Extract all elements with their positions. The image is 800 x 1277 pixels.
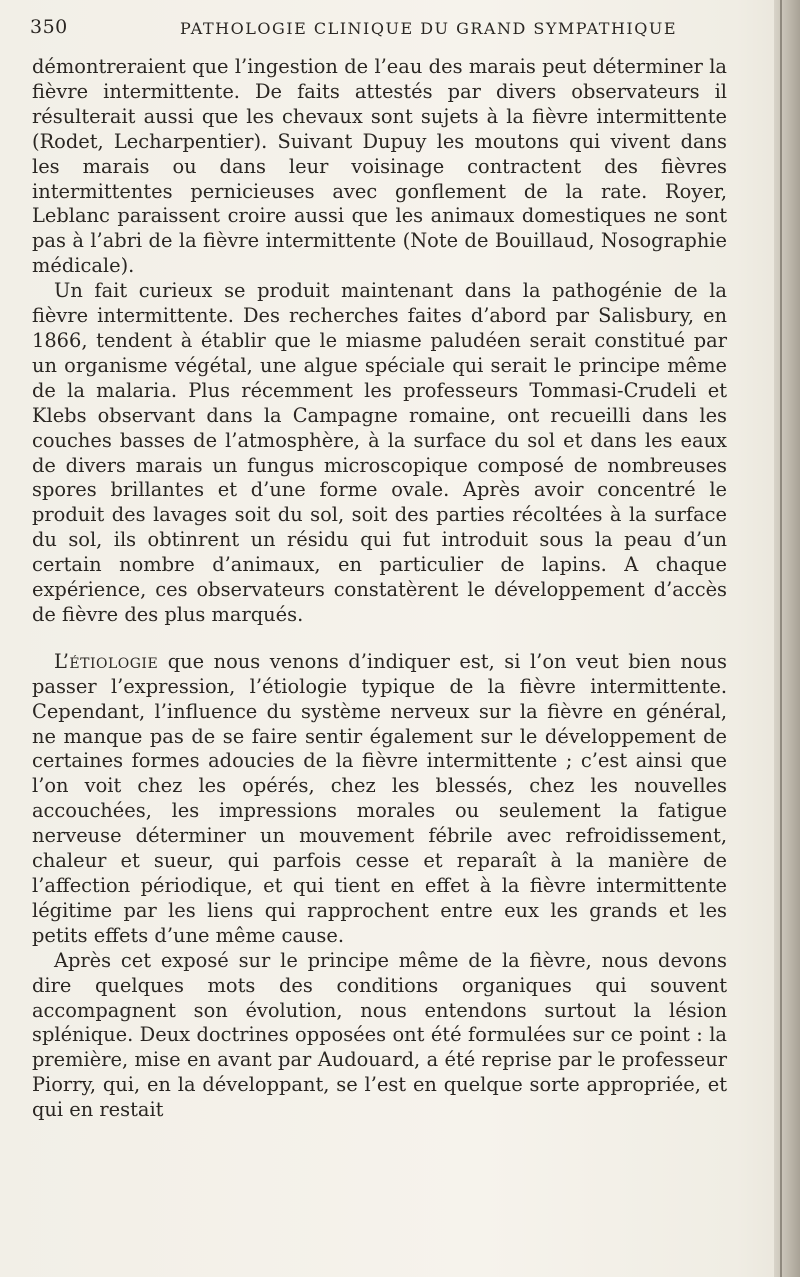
paragraph-1: démontreraient que l’ingestion de l’eau des marais peut déterminer la fièvre intermittente. De faits attestés par divers observateurs il résulterait aussi que les chevaux sont sujets à la fièvre intermittente (Rodet, Lecharpentier). Suivant Dupuy les moutons qui vivent dans les marais ou dans leur voisinage contractent des fièvres intermittentes pernicieuses avec gonflement de la rate. Royer, Leblanc paraissent croire aussi que les animaux domestiques ne sont pas à l’abri de la fièvre intermittente (Note de Bouillaud, Nosographie médicale). xyxy=(32,55,727,278)
paragraph-3-body: que nous venons d’indiquer est, si l’on veut bien nous passer l’expression, l’étiologie typique de la fièvre intermittente. Cependant, l’influence du système nerveux sur la fièvre en général, ne manque pas de se faire sentir également sur le développement de certaines formes adoucies de la fièvre intermittente ; c’est ainsi que l’on voit chez les opérés, chez les blessés, chez les nouvelles accouchées, les impressions morales ou seulement la fatigue nerveuse déterminer un mouvement fébrile avec refroidissement, chaleur et sueur, qui parfois cesse et reparaît à la manière de l’affection périodique, et qui tient en effet à la fièvre intermittente légitime par les liens qui rapprochent entre eux les grands et les petits effets d’une même cause. xyxy=(32,649,727,947)
page-header xyxy=(30,16,730,46)
running-head: PATHOLOGIE CLINIQUE DU GRAND SYMPATHIQUE xyxy=(180,19,678,38)
page-edge-shadow xyxy=(774,0,800,1277)
paragraph-2: Un fait curieux se produit maintenant dans la pathogénie de la fièvre intermittente. Des recherches faites d’abord par Salisbury, en 1866, tendent à établir que le miasme paludéen serait constitué par un organisme végétal, une algue spéciale qui serait le principe même de la malaria. Plus récemment les professeurs Tommasi-Crudeli et Klebs observant dans la Campagne romaine, ont recueilli dans les couches basses de l’atmosphère, à la surface du sol et dans les eaux de divers marais un fungus microscopique composé de nombreuses spores brillantes et d’une forme ovale. Après avoir concentré le produit des lavages soit du sol, soit des parties récoltées à la surface du sol, ils obtinrent un résidu qui fut introduit sous la peau d’un certain nombre d’animaux, en particulier de lapins. A chaque expérience, ces observateurs constatèrent le développement d’accès de fièvre des plus marqués. xyxy=(32,279,727,626)
paragraph-4: Après cet exposé sur le principe même de la fièvre, nous devons dire quelques mots des conditions organiques qui souvent accompagnent son évolution, nous entendons surtout la lésion splénique. Deux doctrines opposées ont été formulées sur ce point : la première, mise en avant par Audouard, a été reprise par le professeur Piorry, qui, en la développant, se l’est en quelque sorte appropriée, et qui en restait xyxy=(32,948,727,1122)
paragraph-3-lead: L’étiologie xyxy=(54,649,159,673)
paragraph-3 xyxy=(32,650,727,949)
binding-line xyxy=(780,0,782,1277)
body-text xyxy=(32,55,727,1123)
page-number: 350 xyxy=(30,16,68,38)
